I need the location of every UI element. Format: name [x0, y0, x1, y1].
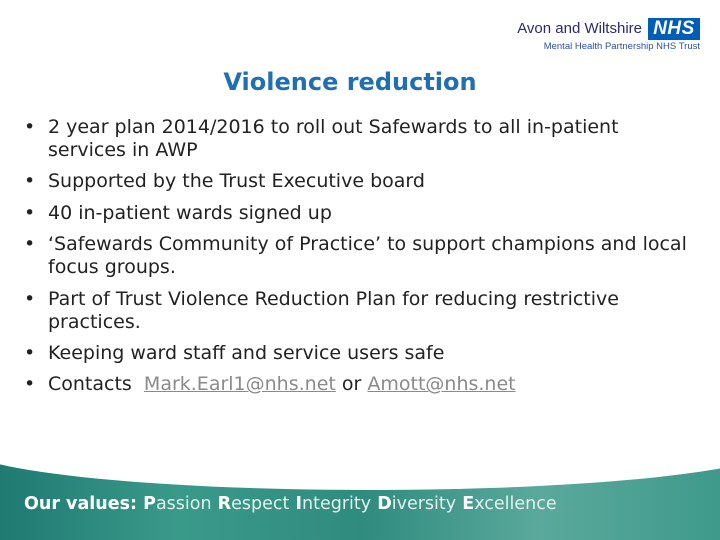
email-link-mark-earl[interactable]: Mark.Earl1@nhs.net [143, 373, 336, 396]
logo-org-name: Avon and Wiltshire [517, 20, 642, 37]
bullet-icon: • [24, 170, 36, 193]
value-excellence: Excellence [462, 494, 557, 514]
bullet-text: 2 year plan 2014/2016 to roll out Safewards to all in-patient services in AWP [48, 116, 619, 161]
bullet-item [22, 288, 702, 334]
bullet-text: 40 in-patient wards signed up [48, 201, 332, 224]
bullet-icon: • [24, 341, 36, 364]
bullet-list [22, 116, 702, 405]
nhs-logo-badge: NHS [648, 18, 700, 40]
value-passion: Passion [143, 494, 212, 514]
value-diversity: Diversity [377, 494, 457, 514]
contacts-item [22, 373, 702, 396]
bullet-icon: • [24, 373, 36, 396]
email-link-amott[interactable]: Amott@nhs.net [367, 373, 516, 396]
value-integrity: Integrity [295, 494, 372, 514]
contacts-separator: or [341, 373, 362, 396]
bullet-text: Supported by the Trust Executive board [48, 170, 425, 193]
bullet-item [22, 202, 702, 225]
bullet-item [22, 170, 702, 193]
bullet-icon: • [24, 287, 36, 310]
bullet-text: ‘Safewards Community of Practice’ to support champions and local focus groups. [48, 233, 687, 279]
bullet-item [22, 233, 702, 279]
values-label: Our values: [24, 494, 138, 514]
contacts-label: Contacts [48, 373, 132, 396]
bullet-icon: • [24, 233, 36, 256]
slide-title: Violence reduction [223, 68, 477, 96]
values-footer-banner [0, 460, 720, 540]
bullet-item [22, 116, 702, 162]
value-respect: Respect [217, 494, 290, 514]
bullet-item [22, 342, 702, 365]
bullet-text: Keeping ward staff and service users safe [48, 341, 445, 364]
bullet-text: Part of Trust Violence Reduction Plan for reducing restrictive practices. [48, 287, 619, 333]
bullet-icon: • [24, 116, 36, 138]
trust-logo [460, 18, 700, 58]
bullet-icon: • [24, 201, 36, 224]
logo-org-subtitle: Mental Health Partnership NHS Trust [543, 41, 700, 52]
values-statement [24, 494, 557, 514]
